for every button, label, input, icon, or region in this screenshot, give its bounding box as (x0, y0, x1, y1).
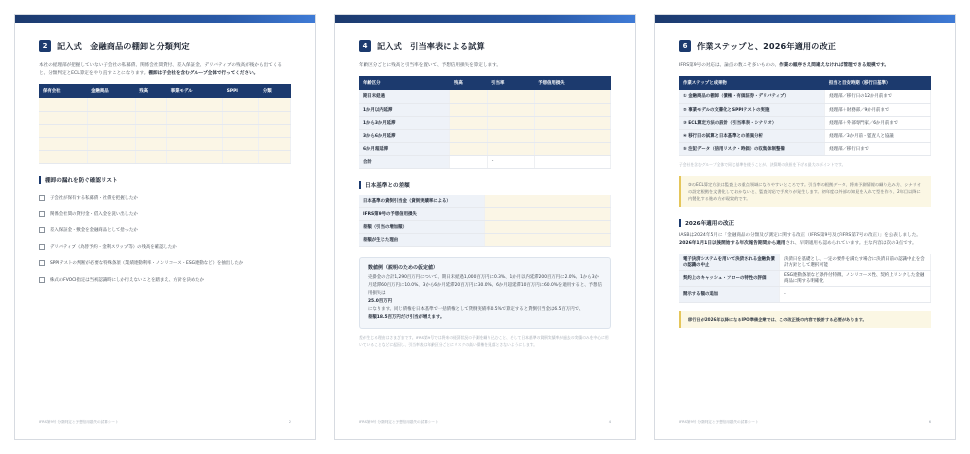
table-row (39, 150, 291, 163)
table-row (359, 103, 611, 116)
intro-paragraph: 本社の経理部が把握していない子会社の私募債、関係会社間貸付、差入保証金、デリバティブの残高が後から出てくると、分類判定とECL算定をやり直すことになります。棚卸は子会社を含むグループ全体で行ってください。 (39, 63, 282, 76)
section-heading (359, 40, 611, 52)
checkbox[interactable] (39, 211, 45, 217)
table-row (359, 129, 611, 142)
subsection-heading: 日本基準との差額 (359, 181, 611, 189)
input-cell[interactable] (487, 90, 534, 103)
row-label: 6か月超延滞 (359, 142, 450, 155)
input-cell[interactable] (223, 124, 259, 137)
input-cell[interactable] (87, 98, 135, 111)
input-cell[interactable] (259, 124, 291, 137)
input-cell[interactable] (259, 150, 291, 163)
amendment-label: 契約上のキャッシュ・フローの特性の評価 (679, 270, 780, 286)
amendment-paragraph: IASBは2024年5月に「金融商品の分類及び測定に関する改正（IFRS第9号及びIFRS第7号の改正）」を公表しました。2026年1月1日以後開始する年次報告期間から適用され、早期適用も認められています。主な内容は次の3点です。 (679, 233, 921, 246)
column-header: 残高 (135, 84, 167, 98)
section-number: 6 (679, 40, 691, 52)
column-header: 引当率 (487, 76, 534, 90)
checklist-item (39, 222, 291, 238)
column-header: 金融商品 (87, 84, 135, 98)
row-label: IFRS第9号の予想信用損失 (359, 208, 485, 221)
input-cell[interactable] (450, 142, 487, 155)
checkbox[interactable] (39, 244, 45, 250)
table-row (679, 129, 931, 142)
row-label: 合計 (359, 155, 450, 168)
table-row (679, 90, 931, 103)
checkbox[interactable] (39, 195, 45, 201)
amendment-label: 開示する額の追加 (679, 286, 780, 302)
column-header: 分類 (259, 84, 291, 98)
input-cell[interactable] (450, 155, 487, 168)
amendment-detail: ESG連動条項など条件付特徴、ノンリコース性、契約上リンクした金融商品に関する明確化 (780, 270, 931, 286)
input-cell[interactable] (223, 111, 259, 124)
input-cell[interactable] (87, 137, 135, 150)
checklist-item (39, 255, 291, 271)
input-cell[interactable] (135, 137, 167, 150)
input-cell[interactable]: - (487, 155, 534, 168)
checklist-item (39, 239, 291, 255)
input-cell[interactable] (223, 98, 259, 111)
amendment-detail: 決済日を基礎とし、一定の要件を満たす場合に決済日前の認識中止を会計方針として選択可能 (780, 254, 931, 270)
step-label: ② 事業モデルの文書化とSPPIテストの実施 (679, 103, 825, 116)
input-cell[interactable] (485, 208, 611, 221)
input-cell[interactable] (167, 111, 223, 124)
step-owner: 経理部／3か月前・監査人と協議 (825, 129, 931, 142)
intro-paragraph: 年齢区分ごとに残高と引当率を置いて、予想信用損失を算定します。 (359, 63, 501, 68)
input-cell[interactable] (87, 150, 135, 163)
input-cell[interactable] (39, 124, 87, 137)
checklist-label: 株式のFVOCI指定は当初認識時にしか行えないことを踏まえ、方針を決めたか (50, 277, 205, 283)
page-header-bar (655, 15, 955, 23)
step-label: ① 金融商品の棚卸（債権・有価証券・デリバティブ） (679, 90, 825, 103)
section-heading (39, 40, 291, 52)
table-row (679, 270, 931, 286)
input-cell[interactable] (487, 142, 534, 155)
section-heading (679, 40, 931, 52)
input-cell[interactable] (135, 98, 167, 111)
callout-box-ipo: 移行日が2026年以降になるIPO準備企業では、この改正後の内容で設計する必要があります。 (679, 311, 931, 328)
table-row (359, 142, 611, 155)
page-footer: IFRS第9号 分類判定と予想信用損失の試算シート 4 (359, 420, 611, 424)
checklist-label: SPPIテストの判断が必要な特殊条項（業績連動利率・ノンリコース・ESG連動など）を抽出したか (50, 261, 244, 267)
checklist-item (39, 206, 291, 222)
steps-note: 子会社を含むグループ全体で同じ基準を使うことが、決算期の負担を下げる最大のポイントです。 (679, 161, 846, 167)
input-cell[interactable] (450, 90, 487, 103)
input-cell[interactable] (223, 137, 259, 150)
checkbox[interactable] (39, 260, 45, 266)
inventory-table (39, 84, 291, 164)
page-1 (14, 14, 316, 440)
page-header-bar (15, 15, 315, 23)
input-cell[interactable] (450, 103, 487, 116)
amendment-detail: - (780, 286, 931, 302)
table-row (359, 208, 611, 221)
input-cell[interactable] (135, 150, 167, 163)
column-header: 作業ステップと成果物 (679, 76, 825, 90)
provision-matrix-table (359, 76, 611, 169)
row-label: 1か月以内延滞 (359, 103, 450, 116)
input-cell[interactable] (485, 221, 611, 234)
checklist (39, 190, 291, 288)
table-row (359, 90, 611, 103)
difference-table (359, 195, 611, 248)
row-label: 差額（引当の増加額） (359, 221, 485, 234)
table-row (679, 286, 931, 302)
table-row (359, 155, 611, 168)
input-cell[interactable] (534, 90, 610, 103)
checklist-item (39, 190, 291, 206)
column-header: 残高 (450, 76, 487, 90)
input-cell[interactable] (39, 98, 87, 111)
amendment-table (679, 254, 931, 303)
input-cell[interactable] (135, 124, 167, 137)
page-3 (654, 14, 956, 440)
row-label: 3から6か月延滞 (359, 129, 450, 142)
input-cell[interactable] (485, 234, 611, 247)
step-owner: 経理部＋財務部／9か月前まで (825, 103, 931, 116)
checkbox[interactable] (39, 227, 45, 233)
footnote: 差が生じる理由はさまざまです。IFRS第9号では将来の経済状況の予測を織り込むこと、そして日本基準の貸倒実績率が過去の実績のみを中心に用いていることなどに起因し、引当率表は年齢区分ごとにリスクの高い債権を見落とさないようにします。 (359, 335, 609, 347)
input-cell[interactable] (39, 111, 87, 124)
step-label: ④ 移行日の試算と日本基準との差異分析 (679, 129, 825, 142)
input-cell[interactable] (487, 116, 534, 129)
table-row (679, 254, 931, 270)
input-cell[interactable] (167, 124, 223, 137)
input-cell[interactable] (167, 137, 223, 150)
section-number: 4 (359, 40, 371, 52)
checklist-label: 子会社が保有する私募債・社債を把握したか (50, 195, 138, 201)
column-header: 担当と目安時期（移行日基準） (825, 76, 931, 90)
row-label: 期日未経過 (359, 90, 450, 103)
row-label: 1から3か月延滞 (359, 116, 450, 129)
table-row (359, 195, 611, 208)
column-header: 保有会社 (39, 84, 87, 98)
subsection-heading: 2026年適用の改正 (679, 219, 931, 227)
input-cell[interactable] (534, 103, 610, 116)
table-row (679, 103, 931, 116)
step-owner: 経理部／移行日まで (825, 142, 931, 155)
input-cell[interactable] (167, 150, 223, 163)
row-label: 日本基準の貸倒引当金（貸倒実績率による） (359, 195, 485, 208)
intro-paragraph: IFRS第9号の対応は、論点の数こそ多いものの、作業の順序さえ間違えなければ管理できる規模です。 (679, 63, 890, 68)
column-header: SPPI (223, 84, 259, 98)
table-row (679, 116, 931, 129)
table-row (679, 142, 931, 155)
input-cell[interactable] (487, 103, 534, 116)
checklist-label: 差入保証金・敷金を金融商品として拾ったか (50, 228, 138, 234)
amendment-label: 電子決済システムを用いて決済される金融負債の認識の中止 (679, 254, 780, 270)
input-cell[interactable] (39, 137, 87, 150)
table-row (39, 124, 291, 137)
section-title: 記入式 金融商品の棚卸と分類判定 (57, 40, 190, 51)
page-header-bar (335, 15, 635, 23)
input-cell[interactable] (87, 124, 135, 137)
section-number: 2 (39, 40, 51, 52)
checkbox[interactable] (39, 277, 45, 283)
row-label: 差額が生じた理由 (359, 234, 485, 247)
step-owner: 経理部＋外部専門家／6か月前まで (825, 116, 931, 129)
input-cell[interactable] (259, 98, 291, 111)
section-title: 作業ステップと、2026年適用の改正 (697, 40, 837, 51)
input-cell[interactable] (87, 111, 135, 124)
input-cell[interactable] (135, 111, 167, 124)
table-row (39, 137, 291, 150)
table-row (359, 221, 611, 234)
checklist-label: デリバティブ（為替予約・金利スワップ等）の残高を確認したか (50, 244, 177, 250)
table-row (39, 98, 291, 111)
input-cell[interactable] (450, 129, 487, 142)
page-footer: IFRS第9号 分類判定と予想信用損失の試算シート 2 (39, 420, 291, 424)
page-2 (334, 14, 636, 440)
input-cell[interactable] (534, 155, 610, 168)
input-cell[interactable] (259, 137, 291, 150)
callout-box: ③のECL算定方法は監査上の重点領域になりやすいところです。引当率の根拠データ、将来予測情報の織り込み方、シナリオの設定根拠を文書化しておかないと、監査対応で手戻りが発生します。初年度は外部の知見を入れて型を作り、2年目以降に内製化する進め方が現実的です。 (679, 176, 931, 207)
subsection-heading: 棚卸の漏れを防ぐ確認リスト (39, 176, 291, 184)
input-cell[interactable] (167, 98, 223, 111)
input-cell[interactable] (450, 116, 487, 129)
input-cell[interactable] (259, 111, 291, 124)
table-row (359, 116, 611, 129)
input-cell[interactable] (485, 195, 611, 208)
input-cell[interactable] (487, 129, 534, 142)
checklist-label: 関係会社間の貸付金・借入金を洗い出したか (50, 212, 138, 218)
input-cell[interactable] (39, 150, 87, 163)
table-row (39, 111, 291, 124)
page-footer: IFRS第9号 分類判定と予想信用損失の試算シート 6 (679, 420, 931, 424)
steps-table (679, 76, 931, 156)
column-header: 事業モデル (167, 84, 223, 98)
column-header: 年齢区分 (359, 76, 450, 90)
section-title: 記入式 引当率表による試算 (377, 40, 485, 51)
input-cell[interactable] (534, 142, 610, 155)
step-label: ⑤ 注記データ（信用リスク・時価）の収集体制整備 (679, 142, 825, 155)
checklist-item (39, 271, 291, 287)
example-box: 数値例（説明のための仮定値） 売掛金の合計1,290百万円について、期日未経過1,000百万円に0.3%、1か月以内延滞200百万円に2.0%、1から3か月延滞60百万円に10.0%、3から6か月延滞20百万円に30.0%、6か月超延滞10百万円に60.0%を適用すると、予想信用損失は 25.0百万円 になります。同じ債権を日本基準で一括債権として貸倒実績率0.5%で算定すると貸倒引当金は6.5百万円で、 差額18.5百万円だけ引当が増えます。 (359, 257, 611, 329)
step-owner: 経理部／移行日の12か月前まで (825, 90, 931, 103)
input-cell[interactable] (223, 150, 259, 163)
column-header: 予想信用損失 (534, 76, 610, 90)
input-cell[interactable] (534, 129, 610, 142)
step-label: ③ ECL算定方法の設計（引当率表・シナリオ） (679, 116, 825, 129)
input-cell[interactable] (534, 116, 610, 129)
table-row (359, 234, 611, 247)
